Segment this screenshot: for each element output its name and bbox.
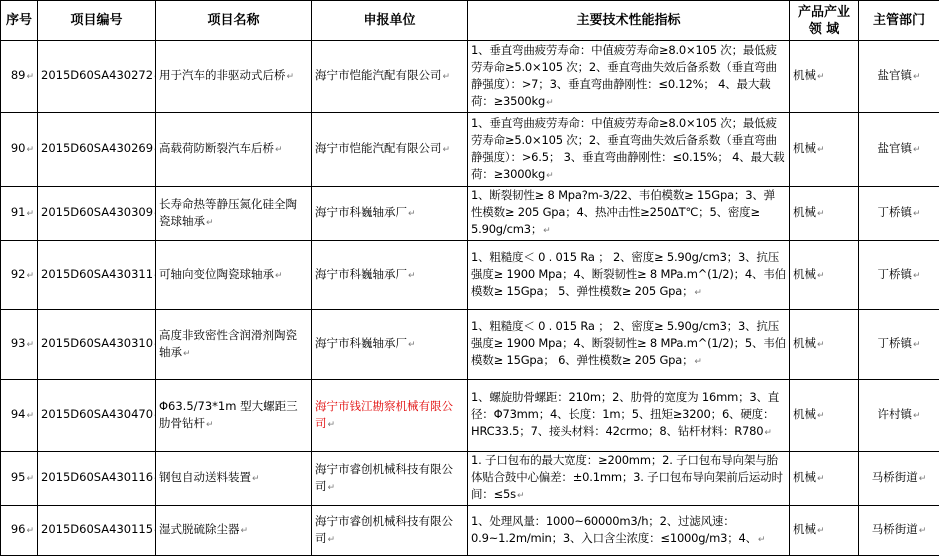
paragraph-mark-icon: ↵ — [206, 419, 214, 430]
cell-name — [156, 113, 312, 187]
cell-tech — [468, 380, 790, 452]
paragraph-mark-icon: ↵ — [252, 474, 260, 484]
cell-code — [38, 41, 156, 113]
cell-name — [156, 310, 312, 380]
dept-text: 许村镇 — [877, 407, 912, 421]
cell-tech — [468, 113, 790, 187]
domain-text: 机械 — [793, 266, 816, 281]
table-row — [1, 187, 939, 241]
paragraph-mark-icon: ↵ — [757, 534, 766, 545]
cell-unit — [312, 380, 468, 452]
cell-code — [38, 241, 156, 310]
cell-tech — [468, 241, 790, 310]
name-text: 用于汽车的非驱动式后桥 — [159, 68, 286, 82]
code-text: 2015D60SA430310 — [41, 336, 154, 350]
dept-text: 马桥街道 — [871, 522, 918, 536]
paragraph-mark-icon: ↵ — [26, 270, 34, 281]
code-text: 2015D60SA430470 — [41, 407, 154, 421]
header-tech: 主要技术性能指标 — [468, 1, 790, 41]
paragraph-mark-icon: ↵ — [817, 340, 825, 350]
dept-text: 盐官镇 — [877, 68, 912, 82]
seq-text: 96 — [10, 522, 26, 536]
paragraph-mark-icon: ↵ — [817, 145, 825, 155]
paragraph-mark-icon: ↵ — [26, 209, 34, 219]
table-row — [1, 241, 939, 310]
seq-text: 94 — [10, 407, 26, 421]
cell-unit — [312, 41, 468, 113]
cell-unit — [312, 241, 468, 310]
paragraph-mark-icon: ↵ — [442, 145, 451, 155]
paragraph-mark-icon: ↵ — [912, 411, 921, 421]
paragraph-mark-icon: ↵ — [546, 170, 554, 181]
tech-text: 1、垂直弯曲疲劳寿命：中值疲劳寿命≥8.0×105 次；最低疲劳寿命≥5.0×105 次；2、垂直弯曲失效后备系数（垂直弯曲静强度）：>6.5； 3、垂直弯曲静刚性：≤0.15%； 4、最大载荷：≥3000kg — [471, 115, 785, 181]
paragraph-mark-icon: ↵ — [918, 474, 927, 484]
paragraph-mark-icon: ↵ — [286, 72, 295, 82]
header-seq: 序号 — [1, 1, 38, 41]
cell-seq — [1, 241, 38, 310]
table-body — [1, 41, 939, 556]
cell-tech — [468, 310, 790, 380]
name-text: 长寿命热等静压氮化硅全陶瓷球轴承 — [159, 196, 297, 228]
cell-dept — [859, 241, 939, 310]
cell-domain — [790, 452, 859, 506]
paragraph-mark-icon: ↵ — [275, 145, 283, 155]
domain-text: 机械 — [793, 68, 816, 82]
unit-text: 海宁市恺能汽配有限公司 — [315, 68, 442, 82]
cell-tech — [468, 187, 790, 241]
cell-dept — [859, 310, 939, 380]
code-text: 2015D60SA430272 — [41, 68, 154, 82]
cell-seq — [1, 41, 38, 113]
cell-dept — [859, 187, 939, 241]
header-code: 项目编号 — [38, 1, 156, 41]
header-row — [1, 1, 939, 41]
seq-text: 89 — [10, 68, 26, 82]
paragraph-mark-icon: ↵ — [817, 270, 825, 281]
seq-text: 93 — [10, 336, 26, 350]
paragraph-mark-icon: ↵ — [912, 145, 921, 155]
paragraph-mark-icon: ↵ — [817, 209, 825, 219]
table-row — [1, 310, 939, 380]
paragraph-mark-icon: ↵ — [183, 348, 191, 359]
cell-seq — [1, 452, 38, 506]
table-row — [1, 41, 939, 113]
dept-text: 丁桥镇 — [877, 205, 912, 219]
paragraph-mark-icon: ↵ — [912, 270, 921, 281]
dept-text: 盐官镇 — [877, 141, 912, 155]
cell-seq — [1, 506, 38, 556]
paragraph-mark-icon: ↵ — [912, 340, 921, 350]
cell-domain — [790, 380, 859, 452]
dept-text: 丁桥镇 — [877, 266, 912, 281]
unit-text: 海宁市钱江勘察机械有限公司 — [315, 398, 453, 430]
paragraph-mark-icon: ↵ — [26, 72, 34, 82]
code-text: 2015D60SA430311 — [41, 266, 154, 281]
paragraph-mark-icon: ↵ — [694, 357, 702, 367]
header-unit: 申报单位 — [312, 1, 468, 41]
unit-text: 海宁市科巍轴承厂 — [315, 336, 407, 350]
paragraph-mark-icon: ↵ — [442, 72, 451, 82]
paragraph-mark-icon: ↵ — [275, 270, 283, 281]
cell-unit — [312, 506, 468, 556]
table-row — [1, 452, 939, 506]
name-text: 钢包自动送料装置 — [159, 470, 251, 484]
table-row — [1, 380, 939, 452]
paragraph-mark-icon: ↵ — [26, 411, 34, 421]
unit-text: 海宁市睿创机械科技有限公司 — [315, 461, 453, 493]
domain-text: 机械 — [793, 470, 816, 484]
domain-text: 机械 — [793, 407, 816, 421]
tech-text: 1、螺旋肋骨螺距：210m；2、肋骨的宽度为 16mm；3、直径：Φ73mm；4、长度：1m；5、扭矩≥3200；6、硬度：HRC33.5；7、接头材料：42crmo；8、钻杆材料：R780 — [471, 390, 780, 438]
paragraph-mark-icon: ↵ — [694, 287, 702, 298]
code-text: 2015D60SA430115 — [41, 522, 154, 536]
cell-dept — [859, 452, 939, 506]
cell-code — [38, 452, 156, 506]
paragraph-mark-icon: ↵ — [543, 226, 551, 236]
cell-code — [38, 506, 156, 556]
cell-name — [156, 187, 312, 241]
paragraph-mark-icon: ↵ — [918, 526, 927, 536]
cell-seq — [1, 380, 38, 452]
cell-domain — [790, 310, 859, 380]
paragraph-mark-icon: ↵ — [516, 491, 525, 501]
cell-tech — [468, 41, 790, 113]
cell-dept — [859, 506, 939, 556]
paragraph-mark-icon: ↵ — [912, 209, 921, 219]
paragraph-mark-icon: ↵ — [26, 340, 34, 350]
name-text: 湿式脱硫除尘器 — [159, 522, 240, 536]
cell-dept — [859, 380, 939, 452]
cell-code — [38, 187, 156, 241]
code-text: 2015D60SA430116 — [41, 470, 154, 484]
code-text: 2015D60SA430309 — [41, 205, 154, 219]
cell-name — [156, 380, 312, 452]
seq-text: 91 — [10, 205, 26, 219]
domain-text: 机械 — [793, 522, 816, 536]
cell-unit — [312, 310, 468, 380]
paragraph-mark-icon: ↵ — [408, 270, 416, 281]
tech-text: 1、粗糙度＜ 0 . 015 Ra ； 2、密度≥ 5.90g/cm3；3、抗压强度≥ 1900 Mpa；4、断裂韧性≥ 8 MPa.m^(1/2)；5、韦伯模数≥ 15Gpa； 6、弹性模数≥ 205 Gpa； — [471, 319, 786, 367]
paragraph-mark-icon: ↵ — [26, 145, 34, 155]
cell-name — [156, 452, 312, 506]
name-text: Φ63.5/73*1m 型大螺距三肋骨钻杆 — [159, 398, 298, 430]
paragraph-mark-icon: ↵ — [764, 428, 772, 438]
cell-seq — [1, 113, 38, 187]
tech-text: 1. 子口包布的最大宽度：≥200mm；2. 子口包布导向架与胎体贴合鼓中心偏差：±0.1mm；3. 子口包布导向架前后运动时间：≤5s — [471, 453, 783, 501]
unit-text: 海宁市科巍轴承厂 — [315, 205, 407, 219]
cell-domain — [790, 187, 859, 241]
name-text: 高载荷防断裂汽车后桥 — [159, 141, 274, 155]
cell-dept — [859, 41, 939, 113]
cell-unit — [312, 113, 468, 187]
cell-name — [156, 41, 312, 113]
cell-domain — [790, 241, 859, 310]
cell-domain — [790, 113, 859, 187]
cell-seq — [1, 310, 38, 380]
paragraph-mark-icon: ↵ — [408, 209, 416, 219]
paragraph-mark-icon: ↵ — [327, 482, 336, 493]
cell-name — [156, 506, 312, 556]
cell-tech — [468, 506, 790, 556]
cell-seq — [1, 187, 38, 241]
seq-text: 95 — [10, 470, 26, 484]
cell-tech — [468, 452, 790, 506]
tech-text: 1、断裂韧性≥ 8 Mpa?m-3/22、韦伯模数≥ 15Gpa；3、弹性模数≥ 205 Gpa；4、热冲击性≥250ΔT℃；5、密度≥ 5.90g/cm3； — [471, 188, 775, 236]
paragraph-mark-icon: ↵ — [26, 526, 34, 536]
cell-domain — [790, 41, 859, 113]
header-domain: 产品产业领 域 — [790, 1, 859, 41]
seq-text: 92 — [10, 266, 26, 281]
paragraph-mark-icon: ↵ — [912, 72, 921, 82]
table-row — [1, 506, 939, 556]
domain-text: 机械 — [793, 336, 816, 350]
paragraph-mark-icon: ↵ — [408, 340, 416, 350]
header-name: 项目名称 — [156, 1, 312, 41]
cell-code — [38, 113, 156, 187]
tech-text: 1、垂直弯曲疲劳寿命：中值疲劳寿命≥8.0×105 次；最低疲劳寿命≥5.0×105 次；2、垂直弯曲失效后备系数（垂直弯曲静强度）：>7；3、垂直弯曲静刚性：≤0.12%； 4、最大载荷：≥3500kg — [471, 42, 777, 108]
domain-text: 机械 — [793, 205, 816, 219]
cell-code — [38, 310, 156, 380]
cell-unit — [312, 452, 468, 506]
paragraph-mark-icon: ↵ — [206, 217, 214, 228]
seq-text: 90 — [10, 141, 26, 155]
unit-text: 海宁市睿创机械科技有限公司 — [315, 513, 453, 545]
cell-unit — [312, 187, 468, 241]
paragraph-mark-icon: ↵ — [327, 419, 336, 430]
paragraph-mark-icon: ↵ — [327, 534, 336, 545]
cell-dept — [859, 113, 939, 187]
code-text: 2015D60SA430269 — [41, 141, 154, 155]
paragraph-mark-icon: ↵ — [817, 72, 825, 82]
cell-domain — [790, 506, 859, 556]
unit-text: 海宁市恺能汽配有限公司 — [315, 141, 442, 155]
header-dept: 主管部门 — [859, 1, 939, 41]
paragraph-mark-icon: ↵ — [240, 526, 249, 536]
domain-text: 机械 — [793, 141, 816, 155]
unit-text: 海宁市科巍轴承厂 — [315, 266, 407, 281]
tech-text: 1、处理风量：1000~60000m3/h；2、过滤风速：0.9~1.2m/min；3、入口含尘浓度：≤1000g/m3；4、 — [471, 513, 757, 545]
dept-text: 马桥街道 — [871, 470, 918, 484]
tech-text: 1、粗糙度＜ 0 . 015 Ra ； 2、密度≥ 5.90g/cm3；3、抗压强度≥ 1900 Mpa；4、断裂韧性≥ 8 MPa.m^(1/2)；4、韦伯模数≥ 15Gpa； 5、弹性模数≥ 205 Gpa； — [471, 249, 786, 298]
name-text: 高度非致密性含润滑剂陶瓷轴承 — [159, 327, 297, 359]
table-row — [1, 113, 939, 187]
name-text: 可轴向变位陶瓷球轴承 — [159, 266, 274, 281]
paragraph-mark-icon: ↵ — [26, 474, 34, 484]
paragraph-mark-icon: ↵ — [546, 97, 554, 108]
paragraph-mark-icon: ↵ — [817, 526, 825, 536]
paragraph-mark-icon: ↵ — [817, 411, 825, 421]
paragraph-mark-icon: ↵ — [817, 474, 825, 484]
dept-text: 丁桥镇 — [877, 336, 912, 350]
cell-name — [156, 241, 312, 310]
cell-code — [38, 380, 156, 452]
